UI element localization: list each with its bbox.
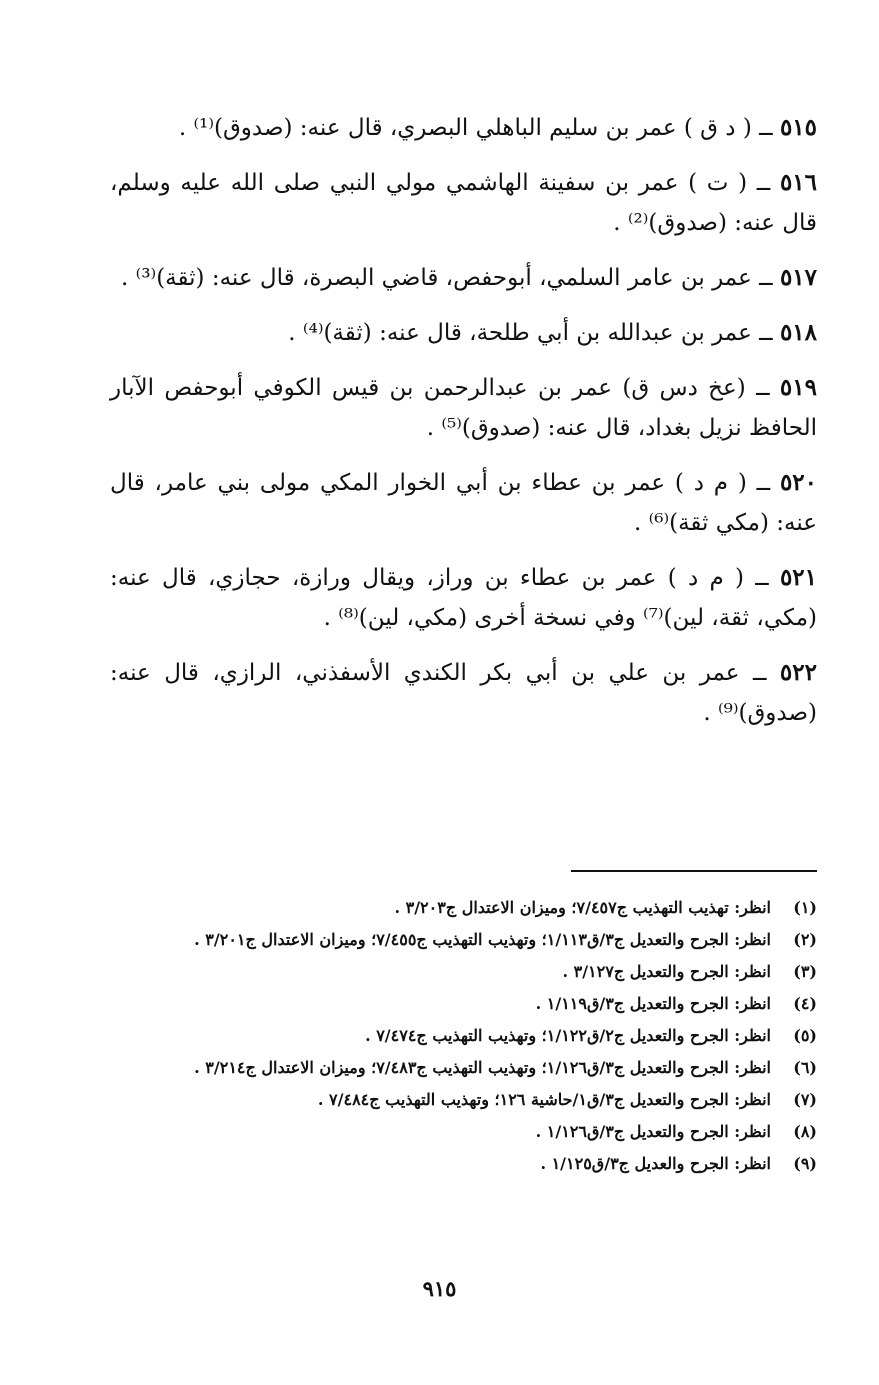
entry-521: ٥٢١ ــ ( م د ) عمر بن عطاء بن وراز، ويقال ورازة، حجازي، قال عنه: (مكي، ثقة، لين)⁽⁷⁾ وفي نسخة أخرى (مكي، لين)⁽⁸⁾ . <box>110 564 817 631</box>
footnote-separator <box>571 870 817 872</box>
footnote-number: (٦) <box>793 1058 817 1077</box>
footnotes-list <box>110 892 817 1180</box>
entry-number: ٥٢٠ <box>779 469 817 496</box>
entry-520: ٥٢٠ ــ ( م د ) عمر بن عطاء بن أبي الخوار المكي مولى بني عامر، قال عنه: (مكي ثقة)⁽⁶⁾ . <box>110 469 817 536</box>
entry-text: ( د ق ) عمر بن سليم الباهلي البصري، قال عنه: (صدوق)⁽¹⁾ . <box>178 115 752 141</box>
entry-text: ( م د ) عمر بن عطاء بن وراز، ويقال ورازة، حجازي، قال عنه: (مكي، ثقة، لين)⁽⁷⁾ وفي نسخة أخرى (مكي، لين)⁽⁸⁾ . <box>110 565 817 631</box>
footnote-9 <box>110 1148 817 1180</box>
footnote-4 <box>110 988 817 1020</box>
entry-text: (عخ دس ق) عمر بن عبدالرحمن بن قيس الكوفي أبوحفص الآبار الحافظ نزيل بغداد، قال عنه: (صدوق)⁽⁵⁾ . <box>110 375 817 441</box>
footnote-text: انظر: الجرح والتعديل ج٣/ق١/حاشية ١٢٦؛ وتهذيب التهذيب ج٧/٤٨٤ . <box>317 1090 771 1109</box>
entry-text: ( ت ) عمر بن سفينة الهاشمي مولي النبي صلى الله عليه وسلم، قال عنه: (صدوق)⁽²⁾ . <box>110 170 817 236</box>
footnote-2 <box>110 924 817 956</box>
entry-number: ٥١٨ <box>779 319 817 346</box>
entry-number: ٥١٧ <box>779 264 817 291</box>
footnote-3 <box>110 956 817 988</box>
footnote-number: (٣) <box>793 962 817 981</box>
entry-number: ٥٢١ <box>779 564 817 591</box>
footnote-text: انظر: الجرح والتعديل ج٣/ق١/١٢٦؛ وتهذيب التهذيب ج٧/٤٨٣؛ وميزان الاعتدال ج٣/٢١٤ . <box>194 1058 771 1077</box>
entry-number: ٥٢٢ <box>779 659 817 686</box>
footnote-7 <box>110 1084 817 1116</box>
entry-text: عمر بن علي بن أبي بكر الكندي الأسفذني، الرازي، قال عنه: (صدوق)⁽⁹⁾ . <box>110 660 817 726</box>
footnote-text: انظر: الجرح والتعديل ج٣/١٢٧ . <box>562 962 771 981</box>
entry-519: ٥١٩ ــ (عخ دس ق) عمر بن عبدالرحمن بن قيس الكوفي أبوحفص الآبار الحافظ نزيل بغداد، قال عنه: (صدوق)⁽⁵⁾ . <box>110 374 817 441</box>
entry-518: ٥١٨ ــ عمر بن عبدالله بن أبي طلحة، قال عنه: (ثقة)⁽⁴⁾ . <box>288 319 817 346</box>
footnote-text: انظر: الجرح والتعديل ج٣/ق١/١١٩ . <box>535 994 771 1013</box>
entry-text: عمر بن عبدالله بن أبي طلحة، قال عنه: (ثقة)⁽⁴⁾ . <box>288 320 752 346</box>
footnote-number: (٩) <box>793 1154 817 1173</box>
entry-number: ٥١٥ <box>779 114 817 141</box>
entry-number: ٥١٦ <box>779 169 817 196</box>
footnote-1 <box>110 892 817 924</box>
entry-517: ٥١٧ ــ عمر بن عامر السلمي، أبوحفص، قاضي البصرة، قال عنه: (ثقة)⁽³⁾ . <box>121 264 817 291</box>
footnote-text: انظر: الجرح والتعديل ج٢/ق١/١٢٢؛ وتهذيب التهذيب ج٧/٤٧٤ . <box>365 1026 771 1045</box>
footnote-text: انظر: تهذيب التهذيب ج٧/٤٥٧؛ وميزان الاعتدال ج٣/٢٠٣ . <box>394 898 771 917</box>
footnote-number: (٥) <box>793 1026 817 1045</box>
footnote-5 <box>110 1020 817 1052</box>
footnote-number: (٤) <box>793 994 817 1013</box>
footnote-6 <box>110 1052 817 1084</box>
footnote-8 <box>110 1116 817 1148</box>
footnote-number: (٧) <box>793 1090 817 1109</box>
entry-text: ( م د ) عمر بن عطاء بن أبي الخوار المكي مولى بني عامر، قال عنه: (مكي ثقة)⁽⁶⁾ . <box>110 470 817 536</box>
entry-text: عمر بن عامر السلمي، أبوحفص، قاضي البصرة، قال عنه: (ثقة)⁽³⁾ . <box>121 265 752 291</box>
footnote-text: انظر: الجرح والتعديل ج٣/ق١/١١٣؛ وتهذيب التهذيب ج٧/٤٥٥؛ وميزان الاعتدال ج٣/٢٠١ . <box>194 930 771 949</box>
footnote-number: (٢) <box>793 930 817 949</box>
footnote-text: انظر: الجرح والتعديل ج٣/ق١/١٢٦ . <box>535 1122 771 1141</box>
entry-522: ٥٢٢ ــ عمر بن علي بن أبي بكر الكندي الأسفذني، الرازي، قال عنه: (صدوق)⁽⁹⁾ . <box>110 659 817 726</box>
entries-list <box>110 108 817 748</box>
footnote-text: انظر: الجرح والعديل ج٣/ق١/١٢٥ . <box>540 1154 771 1173</box>
entry-515: ٥١٥ ــ ( د ق ) عمر بن سليم الباهلي البصري، قال عنه: (صدوق)⁽¹⁾ . <box>178 114 817 141</box>
footnote-number: (١) <box>793 898 817 917</box>
entry-516: ٥١٦ ــ ( ت ) عمر بن سفينة الهاشمي مولي النبي صلى الله عليه وسلم، قال عنه: (صدوق)⁽²⁾ . <box>110 169 817 236</box>
page-number: ٩١٥ <box>422 1276 457 1301</box>
entry-number: ٥١٩ <box>779 374 817 401</box>
footnote-number: (٨) <box>793 1122 817 1141</box>
